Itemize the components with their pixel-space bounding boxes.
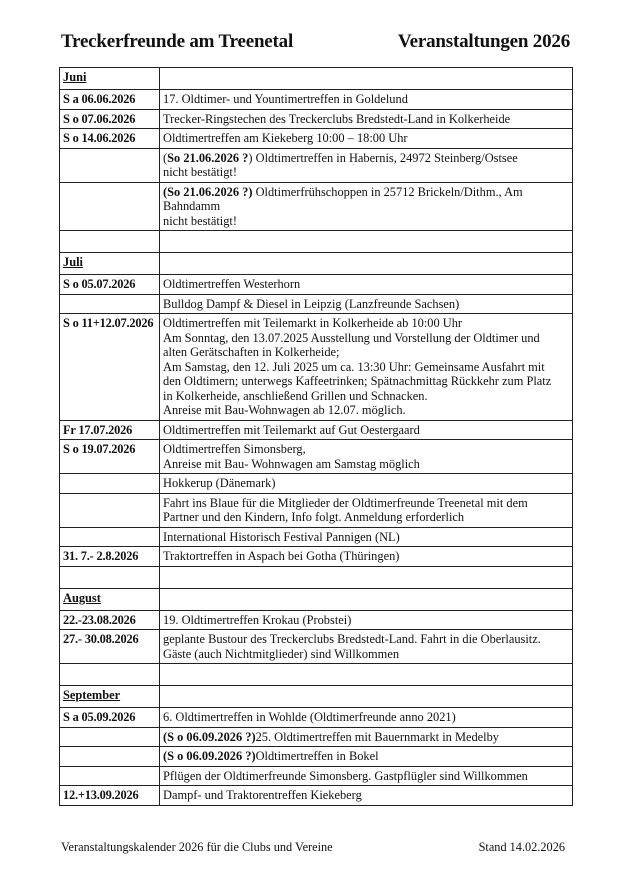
events-table-body [60, 68, 573, 806]
description-line: Dampf- und Traktorentreffen Kiekeberg [163, 788, 362, 802]
event-row [60, 182, 573, 231]
event-description [160, 474, 573, 494]
event-row [60, 129, 573, 149]
description-line: Partner und den Kindern, Info folgt. Anmeldung erforderlich [163, 510, 465, 524]
event-row [60, 547, 573, 567]
description-line: Pflügen der Oldtimerfreunde Simonsberg. Gastpflügler sind Willkommen [163, 768, 528, 783]
description-text: Oldtimertreffen in Habernis, 24972 Steinberg/Ostsee [252, 150, 518, 165]
spacer-row [60, 566, 573, 588]
month-header-row [60, 686, 573, 708]
description-line: Anreise mit Bau- Wohnwagen am Samstag möglich [163, 456, 420, 471]
event-row [60, 747, 573, 767]
event-row [60, 109, 573, 129]
tentative-date: So 21.06.2026 ? [167, 150, 249, 165]
event-description [160, 109, 573, 129]
page-footer [61, 840, 565, 855]
month-label: August [60, 588, 160, 610]
description-line: Hokkerup (Dänemark) [163, 476, 276, 490]
event-row [60, 493, 573, 527]
description-line: Trecker-Ringstechen des Treckerclubs Bredstedt-Land in Kolkerheide [163, 111, 511, 126]
event-date [60, 527, 160, 547]
event-date [60, 747, 160, 767]
description-line: nicht bestätigt! [163, 165, 237, 179]
month-label: Juli [60, 253, 160, 275]
event-description [160, 314, 573, 421]
event-description [160, 610, 573, 630]
description-line [163, 749, 569, 764]
page-header [61, 31, 570, 53]
event-row [60, 708, 573, 728]
event-description [160, 420, 573, 440]
description-line: geplante Bustour des Treckerclubs Bredstedt-Land. Fahrt in die Oberlausitz. [163, 632, 541, 646]
event-row [60, 527, 573, 547]
event-description [160, 129, 573, 149]
description-line: Oldtimertreffen Simonsberg, [163, 442, 306, 456]
event-date [60, 294, 160, 314]
event-description [160, 727, 573, 747]
description-line [163, 730, 569, 745]
description-line: Traktortreffen in Aspach bei Gotha (Thüringen) [163, 549, 400, 563]
tentative-date: (S o 06.09.2026 ?) [163, 749, 256, 763]
event-date: S o 19.07.2026 [60, 440, 160, 474]
event-row [60, 766, 573, 786]
event-description [160, 708, 573, 728]
description-line: Oldtimertreffen Westerhorn [163, 277, 301, 291]
event-description [160, 747, 573, 767]
event-date: S o 14.06.2026 [60, 129, 160, 149]
event-description [160, 493, 573, 527]
empty-cell [160, 588, 573, 610]
event-row [60, 314, 573, 421]
month-header-row [60, 253, 573, 275]
tentative-date: (S o 06.09.2026 ?) [163, 729, 256, 744]
description-line: 6. Oldtimertreffen in Wohlde (Oldtimerfreunde anno 2021) [163, 710, 456, 724]
event-row [60, 440, 573, 474]
event-description [160, 527, 573, 547]
event-date [60, 493, 160, 527]
event-date: S o 05.07.2026 [60, 275, 160, 295]
event-row [60, 275, 573, 295]
description-line: alten Gerätschaften in Kolkerheide; [163, 345, 340, 359]
empty-cell [160, 664, 573, 686]
empty-cell [60, 664, 160, 686]
event-description [160, 630, 573, 664]
description-line [163, 151, 569, 166]
description-line: nicht bestätigt! [163, 213, 237, 228]
event-description [160, 440, 573, 474]
event-description [160, 275, 573, 295]
description-line: 17. Oldtimer- und Yountimertreffen in Goldelund [163, 92, 408, 106]
event-date: Fr 17.07.2026 [60, 420, 160, 440]
event-row [60, 727, 573, 747]
description-line: Am Samstag, den 12. Juli 2025 um ca. 13:30 Uhr: Gemeinsame Ausfahrt mit [163, 359, 545, 374]
description-line: Bulldog Dampf & Diesel in Leipzig (Lanzfreunde Sachsen) [163, 296, 460, 311]
empty-cell [60, 566, 160, 588]
event-row [60, 90, 573, 110]
empty-cell [160, 253, 573, 275]
month-label: Juni [60, 68, 160, 90]
tentative-date: (So 21.06.2026 ?) [163, 184, 253, 199]
event-row [60, 474, 573, 494]
description-line: International Historisch Festival Pannigen (NL) [163, 529, 400, 544]
event-date: 12.+13.09.2026 [60, 786, 160, 806]
event-date: S a 06.06.2026 [60, 90, 160, 110]
month-label: September [60, 686, 160, 708]
empty-cell [160, 566, 573, 588]
event-date: S o 07.06.2026 [60, 109, 160, 129]
description-line: Oldtimertreffen mit Teilemarkt auf Gut Oestergaard [163, 422, 420, 437]
document-subtitle: Veranstaltungen 2026 [397, 31, 570, 52]
event-description [160, 90, 573, 110]
event-date [60, 182, 160, 231]
event-row [60, 294, 573, 314]
month-header-row [60, 588, 573, 610]
footer-stand-date: Stand 14.02.2026 [478, 840, 565, 854]
event-description [160, 294, 573, 314]
description-line: in Kolkerheide, anschließend Grillen und Schnacken. [163, 388, 428, 403]
events-table [59, 67, 573, 806]
description-line: Oldtimertreffen am Kiekeberg 10:00 – 18:00 Uhr [163, 131, 408, 145]
event-description [160, 148, 573, 182]
empty-cell [160, 231, 573, 253]
empty-cell [160, 686, 573, 708]
event-date: 31. 7.- 2.8.2026 [60, 547, 160, 567]
spacer-row [60, 664, 573, 686]
description-line: Am Sonntag, den 13.07.2025 Ausstellung und Vorstellung der Oldtimer und [163, 330, 540, 345]
event-date: S o 11+12.07.2026 [60, 314, 160, 421]
paren-open: ( [163, 150, 168, 165]
description-text: Oldtimertreffen in Bokel [255, 749, 379, 763]
footer-left-text: Veranstaltungskalender 2026 für die Clubs und Vereine [61, 840, 333, 854]
description-text: 25. Oldtimertreffen mit Bauernmarkt in Medelby [255, 729, 499, 744]
event-row [60, 786, 573, 806]
event-description [160, 786, 573, 806]
event-date [60, 727, 160, 747]
spacer-row [60, 231, 573, 253]
event-row [60, 630, 573, 664]
description-line: Fahrt ins Blaue für die Mitglieder der Oldtimerfreunde Treenetal mit dem [163, 495, 528, 510]
empty-cell [60, 231, 160, 253]
event-row [60, 148, 573, 182]
event-row [60, 420, 573, 440]
description-line: 19. Oldtimertreffen Krokau (Probstei) [163, 612, 352, 627]
event-row [60, 610, 573, 630]
description-line: Oldtimertreffen mit Teilemarkt in Kolkerheide ab 10:00 Uhr [163, 316, 463, 330]
description-line [163, 185, 569, 214]
empty-cell [160, 68, 573, 90]
event-description [160, 547, 573, 567]
event-description [160, 182, 573, 231]
description-line: den Oldtimern; unterwegs Kaffeetrinken; Spätnachmittag Rückkehr zum Platz [163, 374, 552, 388]
description-text: Oldtimerfrühschoppen in 25712 Brickeln/Dithm., Am Bahndamm [163, 184, 523, 213]
event-date: 27.- 30.08.2026 [60, 630, 160, 664]
month-header-row [60, 68, 573, 90]
event-date: S a 05.09.2026 [60, 708, 160, 728]
event-description [160, 766, 573, 786]
description-line: Anreise mit Bau-Wohnwagen ab 12.07. möglich. [163, 403, 406, 417]
event-date [60, 148, 160, 182]
event-date [60, 474, 160, 494]
document-title: Treckerfreunde am Treenetal [61, 31, 294, 52]
description-line: Gäste (auch Nichtmitglieder) sind Willkommen [163, 646, 400, 661]
event-date: 22.-23.08.2026 [60, 610, 160, 630]
event-date [60, 766, 160, 786]
paren-close: ) [248, 150, 253, 165]
